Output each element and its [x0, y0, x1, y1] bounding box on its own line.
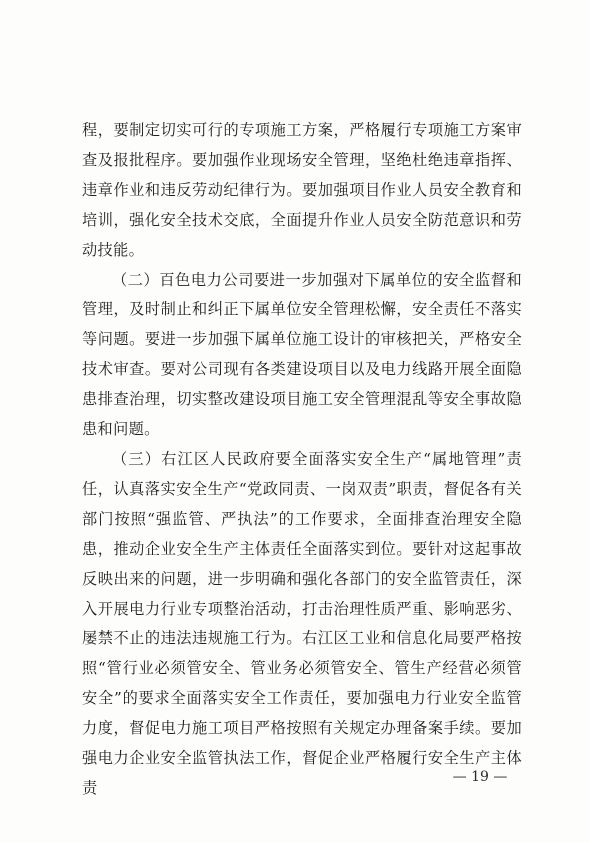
paragraph-continuation: 程，要制定切实可行的专项施工方案，严格履行专项施工方案审查及报批程序。要加强作业现场安全管理，坚绝杜绝违章指挥、违章作业和违反劳动纪律行为。要加强项目作业人员安全教育和培训，强化安全技术交底，全面提升作业人员安全防范意识和劳动技能。 — [82, 121, 522, 259]
paragraph-section-2: （二）百色电力公司要进一步加强对下属单位的安全监督和管理，及时制止和纠正下属单位安全管理松懈，安全责任不落实等问题。要进一步加强下属单位施工设计的审核把关，严格安全技术审查。要对公司现有各类建设项目以及电力线路开展全面隐患排查治理，切实整改建设项目施工安全管理混乱等安全事故隐患和问题。 — [82, 270, 522, 439]
body-text — [82, 116, 522, 804]
page-number: — 19 — — [452, 769, 508, 785]
paragraph-section-3: （三）右江区人民政府要全面落实安全生产“属地管理”责任，认真落实安全生产“党政同责、一岗双责”职责，督促各有关部门按照“强监管、严执法”的工作要求，全面排查治理安全隐患，推动企业安全生产主体责任全面落实到位。要针对这起事故反映出来的问题，进一步明确和强化各部门的安全监管责任，深入开展电力行业专项整治活动，打击治理性质严重、影响恶劣、屡禁不止的违法违规施工行为。右江区工业和信息化局要严格按照“管行业必须管安全、管业务必须管安全、管生产经营必须管安全”的要求全面落实安全工作责任，要加强电力行业安全监管力度，督促电力施工项目严格按照有关规定办理备案手续。要加强电力企业安全监管执法工作，督促企业严格履行安全生产主体责 — [82, 449, 522, 797]
